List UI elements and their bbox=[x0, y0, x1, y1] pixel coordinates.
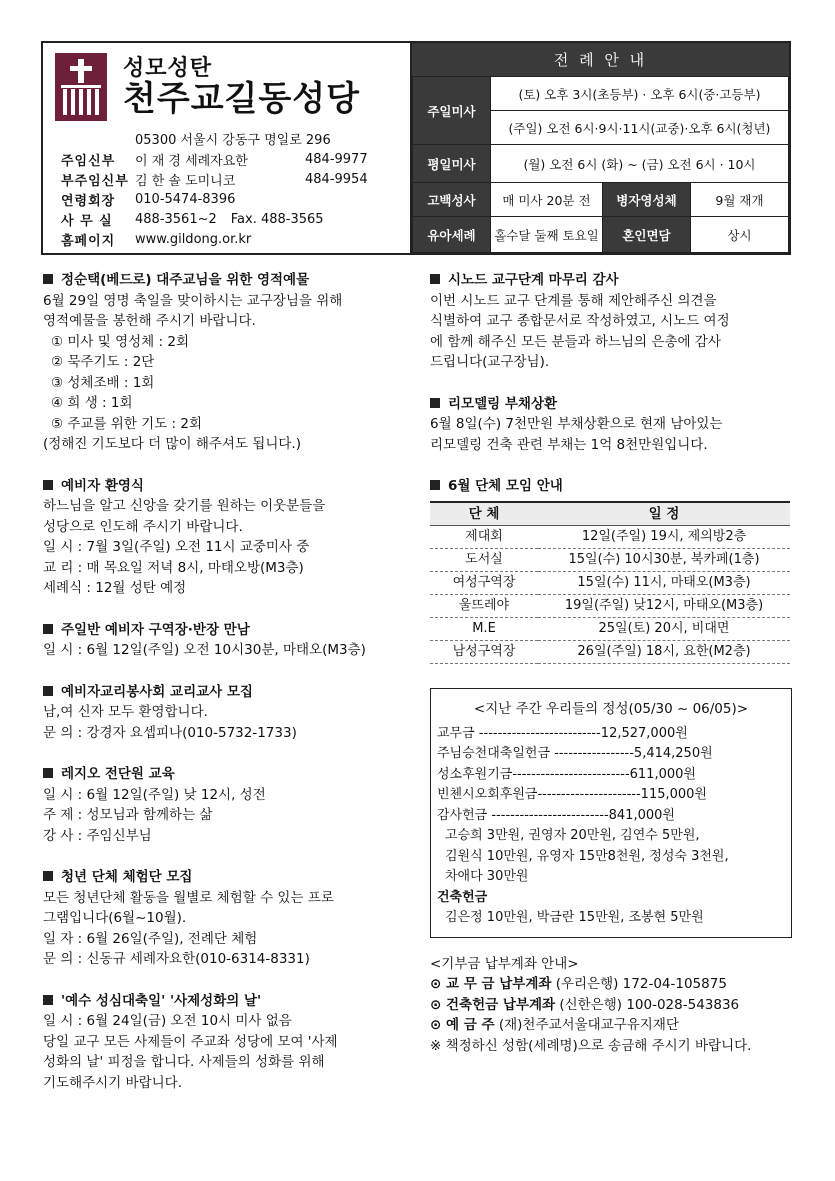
offerings-title: <지난 주간 우리들의 정성(05/30 ~ 06/05)> bbox=[473, 701, 749, 717]
dotted-leader: ----------------- bbox=[550, 746, 634, 761]
account-label: ⊙ 건축헌금 납부계좌 bbox=[430, 996, 556, 1013]
offering-label: 주님승천대축일헌금 bbox=[437, 746, 551, 761]
notice-line: 남,여 신자 모두 환영합니다. bbox=[43, 704, 208, 720]
notice-title: 예비자교리봉사회 교리교사 모집 bbox=[61, 683, 253, 700]
staff-name: 김 한 솔 도미니코 bbox=[135, 173, 236, 189]
sunday-mass-times: (주일) 오전 6시·9시·11시(교중)·오후 6시(청년) bbox=[490, 111, 788, 145]
notice-line: ⑤ 주교를 위한 기도 : 2회 bbox=[51, 415, 203, 432]
marriage-value: 상시 bbox=[690, 217, 788, 253]
offering-amount: 115,000원 bbox=[640, 787, 707, 802]
liturgy-table bbox=[412, 76, 789, 253]
group-cell: 여성구역장 bbox=[430, 572, 538, 595]
notice-line: 주 제 : 성모님과 함께하는 삶 bbox=[43, 807, 213, 823]
staff-row bbox=[61, 229, 406, 249]
notice-line: 세례식 : 12월 성탄 예정 bbox=[43, 580, 187, 596]
group-cell: 남성구역장 bbox=[430, 641, 538, 664]
sunday-mass-label: 주일미사 bbox=[412, 77, 490, 145]
notice-line: 그램입니다(6월~10월). bbox=[43, 910, 187, 926]
bullet-square-icon bbox=[430, 398, 440, 408]
notice-section bbox=[43, 682, 415, 744]
offering-amount: 841,000원 bbox=[608, 807, 675, 823]
notice-title: 시노드 교구단계 마무리 감사 bbox=[448, 272, 619, 288]
liturgy-guide bbox=[412, 43, 789, 253]
bullet-square-icon bbox=[43, 624, 53, 634]
account-line bbox=[430, 995, 792, 1016]
offering-amount: 5,414,250원 bbox=[633, 746, 713, 761]
notice-section bbox=[43, 270, 415, 455]
group-cell: 울뜨레야 bbox=[430, 595, 538, 618]
homepage-link[interactable]: www.gildong.or.kr bbox=[135, 231, 252, 247]
dotted-leader: ------------------------- bbox=[487, 807, 609, 823]
notice-line: 문 의 : 강경자 요셉피나(010-5732-1733) bbox=[43, 724, 297, 741]
dotted-leader: ---------------------- bbox=[537, 787, 641, 802]
notice-line: 일 시 : 7월 3일(주일) 오전 11시 교중미사 중 bbox=[43, 539, 310, 555]
notice-line: 6월 29일 영명 축일을 맞이하시는 교구장님을 위해 bbox=[43, 292, 343, 309]
notice-line: 성화의 날' 피정을 합니다. 사제들의 성화를 위해 bbox=[43, 1054, 325, 1070]
account-label: ⊙ 교 무 금 납부계좌 bbox=[430, 976, 552, 992]
donor-line: 차애다 30만원 bbox=[445, 869, 529, 884]
notice-line: 리모델링 건축 관련 부채는 1억 8천만원입니다. bbox=[430, 436, 708, 453]
table-row bbox=[430, 641, 790, 664]
bullet-square-icon bbox=[43, 871, 53, 881]
account-number: (신한은행) 100-028-543836 bbox=[555, 996, 740, 1013]
group-cell: 제대회 bbox=[430, 526, 538, 549]
notice-line: 모든 청년단체 활동을 월별로 체험할 수 있는 프로 bbox=[43, 889, 334, 906]
staff-phone: 484-9977 bbox=[305, 151, 368, 167]
weekday-mass-times: (월) 오전 6시 (화) ~ (금) 오전 6시 · 10시 bbox=[490, 145, 788, 183]
date-cell: 25일(토) 20시, 비대면 bbox=[538, 618, 790, 641]
parish-name-top: 성모성탄 bbox=[123, 56, 213, 81]
infant-baptism-label: 유아세례 bbox=[412, 217, 490, 253]
donor-line: 김원식 10만원, 유영자 15만8천원, 정성숙 3천원, bbox=[445, 848, 729, 864]
accounts-title: <기부금 납부계좌 안내> bbox=[430, 955, 579, 972]
donation-accounts bbox=[430, 954, 792, 1057]
sick-communion-value: 9월 재개 bbox=[690, 183, 788, 217]
notice-line: 교 리 : 매 목요일 저녁 8시, 마태오방(M3층) bbox=[43, 559, 304, 576]
dotted-leader: ------------------------- bbox=[512, 766, 630, 782]
offering-row bbox=[437, 785, 785, 806]
building-fund-label: 건축헌금 bbox=[437, 889, 488, 905]
account-number: (우리은행) 172-04-105875 bbox=[551, 976, 727, 992]
notice-title: 레지오 전단원 교육 bbox=[61, 766, 175, 782]
notice-line: 6월 8일(수) 7천만원 부채상환으로 현재 남아있는 bbox=[430, 416, 723, 432]
notice-section bbox=[43, 620, 415, 661]
staff-label: 홈페이지 bbox=[61, 233, 116, 249]
offering-amount: 611,000원 bbox=[629, 766, 696, 782]
notice-title: 주일반 예비자 구역장·반장 만남 bbox=[61, 621, 250, 638]
notice-line: (정해진 기도보다 더 많이 해주셔도 됩니다.) bbox=[43, 436, 301, 452]
infant-baptism-value: 홀수달 둘째 토요일 bbox=[490, 217, 602, 253]
office-fax: Fax. 488-3565 bbox=[230, 211, 324, 227]
notice-line: 기도해주시기 바랍니다. bbox=[43, 1074, 182, 1091]
notice-line: 하느님을 알고 신앙을 갖기를 원하는 이웃분들을 bbox=[43, 498, 326, 514]
notice-line: 이번 시노드 교구 단계를 통해 제안해주신 의견을 bbox=[430, 292, 717, 309]
notice-line: 일 자 : 6월 26일(주일), 전례단 체험 bbox=[43, 930, 258, 947]
office-phone: 488-3561~2 bbox=[135, 211, 217, 227]
notice-title: 예비자 환영식 bbox=[61, 477, 144, 494]
right-column bbox=[430, 270, 792, 1056]
parish-name: 천주교길동성당 bbox=[123, 79, 360, 119]
schedule-header-date: 일 정 bbox=[538, 502, 790, 526]
account-note: ※ 책정하신 성함(세례명)으로 송금해 주시기 바랍니다. bbox=[430, 1037, 752, 1054]
account-holder: (재)천주교서울대교구유지재단 bbox=[494, 1017, 679, 1033]
notice-line: 성당으로 인도해 주시기 바랍니다. bbox=[43, 518, 243, 535]
schedule-header-group: 단 체 bbox=[430, 502, 538, 526]
marriage-label: 혼인면담 bbox=[602, 217, 690, 253]
date-cell: 15일(수) 10시30분, 북카페(1층) bbox=[538, 549, 790, 572]
staff-label: 사 무 실 bbox=[61, 213, 113, 229]
notice-section bbox=[43, 476, 415, 599]
notice-section bbox=[430, 270, 792, 373]
bullet-square-icon bbox=[430, 274, 440, 284]
notice-section bbox=[43, 764, 415, 846]
bulletin-header bbox=[41, 41, 791, 255]
notice-line: ① 미사 및 영성체 : 2회 bbox=[51, 333, 189, 350]
bullet-square-icon bbox=[43, 995, 53, 1005]
bullet-square-icon bbox=[43, 274, 53, 284]
dotted-leader: -------------------------- bbox=[474, 725, 601, 741]
offering-label: 성소후원기금 bbox=[437, 766, 513, 782]
notice-line: 일 시 : 6월 12일(주일) 낮 12시, 성전 bbox=[43, 786, 266, 803]
staff-label: 부주임신부 bbox=[61, 173, 129, 189]
table-row bbox=[430, 549, 790, 572]
staff-phone: 484-9954 bbox=[305, 171, 368, 187]
offering-row bbox=[437, 744, 785, 765]
parish-info bbox=[43, 43, 412, 253]
account-line bbox=[430, 1015, 792, 1036]
bullet-square-icon bbox=[43, 480, 53, 490]
notice-line: 일 시 : 6월 12일(주일) 오전 10시30분, 마태오(M3층) bbox=[43, 642, 366, 658]
table-row bbox=[430, 595, 790, 618]
notice-line: 식별하여 교구 종합문서로 작성하였고, 시노드 여정 bbox=[430, 313, 730, 329]
staff-label: 연령회장 bbox=[61, 193, 116, 209]
notice-line: 영적예물을 봉헌해 주시기 바랍니다. bbox=[43, 313, 256, 329]
group-cell: M.E bbox=[430, 618, 538, 641]
notice-section bbox=[43, 991, 415, 1094]
notice-section bbox=[43, 867, 415, 970]
staff-row bbox=[61, 189, 406, 209]
parish-logo-icon bbox=[55, 53, 107, 121]
staff-name: 이 재 경 세례자요한 bbox=[135, 153, 248, 169]
staff-phone: 010-5474-8396 bbox=[135, 191, 236, 207]
staff-row bbox=[61, 209, 406, 229]
notice-line: ④ 희 생 : 1회 bbox=[51, 395, 133, 411]
notice-line: 일 시 : 6월 24일(금) 오전 10시 미사 없음 bbox=[43, 1013, 292, 1029]
notice-line: 드립니다(교구장님). bbox=[430, 354, 550, 370]
notice-section bbox=[430, 394, 792, 456]
bullet-square-icon bbox=[43, 686, 53, 696]
offering-label: 교무금 bbox=[437, 725, 475, 741]
notice-title: '예수 성심대축일' '사제성화의 날' bbox=[61, 992, 262, 1009]
notice-line: ③ 성체조배 : 1회 bbox=[51, 374, 155, 391]
weekday-mass-label: 평일미사 bbox=[412, 145, 490, 183]
date-cell: 12일(주일) 19시, 제의방2층 bbox=[538, 526, 790, 549]
staff-list bbox=[61, 149, 406, 249]
table-row bbox=[430, 572, 790, 595]
notice-line: ② 묵주기도 : 2단 bbox=[51, 354, 155, 370]
offering-label: 빈첸시오회후원금 bbox=[437, 787, 538, 802]
notice-line: 당일 교구 모든 사제들이 주교좌 성당에 모여 '사제 bbox=[43, 1033, 338, 1050]
schedule-title: 6월 단체 모임 안내 bbox=[448, 478, 563, 494]
schedule-section bbox=[430, 476, 792, 664]
liturgy-guide-title: 전 례 안 내 bbox=[412, 43, 789, 76]
saturday-mass-times: (토) 오후 3시(초등부) · 오후 6시(중·고등부) bbox=[490, 77, 788, 111]
staff-row bbox=[61, 149, 406, 169]
date-cell: 15일(수) 11시, 마태오(M3층) bbox=[538, 572, 790, 595]
offerings-box bbox=[430, 688, 792, 938]
bullet-square-icon bbox=[43, 768, 53, 778]
offering-label: 감사헌금 bbox=[437, 807, 488, 823]
notice-title: 리모델링 부채상환 bbox=[448, 395, 558, 412]
staff-row bbox=[61, 169, 406, 189]
table-row bbox=[430, 618, 790, 641]
offering-amount: 12,527,000원 bbox=[600, 725, 688, 741]
account-line bbox=[430, 974, 792, 995]
offering-row bbox=[437, 765, 785, 786]
notice-line: 문 의 : 신동규 세례자요한(010-6314-8331) bbox=[43, 951, 310, 967]
schedule-table bbox=[430, 501, 790, 665]
notice-line: 강 사 : 주임신부님 bbox=[43, 827, 152, 844]
donor-line: 김은정 10만원, 박금란 15만원, 조봉현 5만원 bbox=[445, 910, 704, 925]
table-row bbox=[430, 526, 790, 549]
confession-label: 고백성사 bbox=[412, 183, 490, 217]
bullet-square-icon bbox=[430, 480, 440, 490]
staff-label: 주임신부 bbox=[61, 153, 116, 169]
confession-time: 매 미사 20분 전 bbox=[490, 183, 602, 217]
notice-line: 에 함께 해주신 모든 분들과 하느님의 은총에 감사 bbox=[430, 333, 721, 350]
notice-title: 정순택(베드로) 대주교님을 위한 영적예물 bbox=[61, 272, 310, 288]
parish-address: 05300 서울시 강동구 명일로 296 bbox=[135, 133, 331, 148]
date-cell: 26일(주일) 18시, 요한(M2층) bbox=[538, 641, 790, 664]
account-label: ⊙ 예 금 주 bbox=[430, 1017, 495, 1033]
offering-row bbox=[437, 724, 785, 745]
offering-row bbox=[437, 806, 785, 827]
date-cell: 19일(주일) 낮12시, 마태오(M3층) bbox=[538, 595, 790, 618]
sick-communion-label: 병자영성체 bbox=[602, 183, 690, 217]
donor-line: 고승희 3만원, 권영자 20만원, 김연수 5만원, bbox=[445, 828, 700, 843]
group-cell: 도서실 bbox=[430, 549, 538, 572]
notice-title: 청년 단체 체험단 모집 bbox=[61, 869, 193, 885]
left-column bbox=[43, 270, 415, 1114]
